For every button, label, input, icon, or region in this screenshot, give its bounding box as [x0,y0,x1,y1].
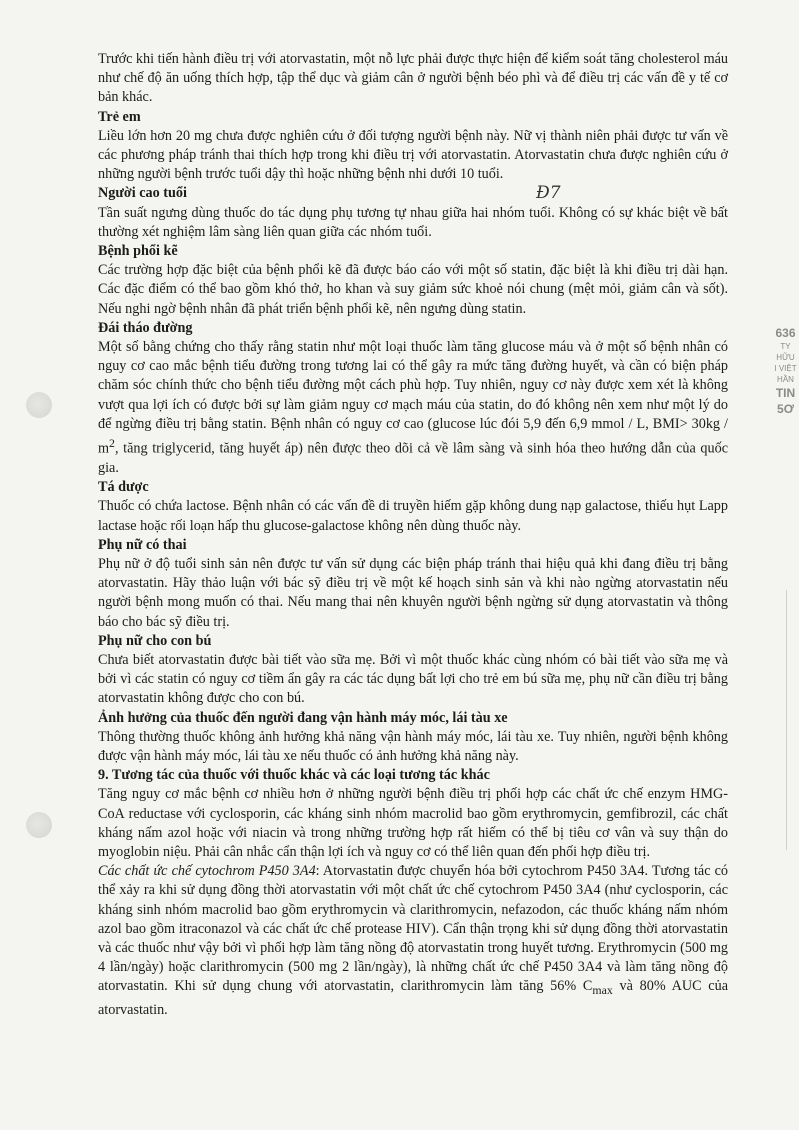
paragraph-cytochrom [98,862,728,1019]
subscript: max [592,983,613,998]
paragraph-section-9: Tăng nguy cơ mắc bệnh cơ nhiều hơn ở những người bệnh điều trị phối hợp các chất ức chế enzym HMG-CoA reductase với cyclosporin, các kháng sinh nhóm macrolid bao gồm erythromycin, gemfibrozil, các chất kháng nấm azol hoặc với niacin và trong những trường hợp rất hiếm có thể bị tiêu cơ vân và suy thận do myoglobin niệu. Phải cân nhắc cẩn thận lợi ích và nguy cơ có thể liên quan đến phối hợp điều trị. [98,786,728,861]
paragraph-phu-nu-cho-con-bu: Chưa biết atorvastatin được bài tiết vào sữa mẹ. Bởi vì một thuốc khác cùng nhóm có bài tiết vào sữa mẹ và bởi vì các statin có nguy cơ tiềm ẩn gây ra các tác dụng bất lợi cho trẻ em bú sữa mẹ, phụ nữ cần điều trị bằng atorvastatin không được cho con bú. [98,652,728,707]
section-9-heading: 9. Tương tác của thuốc với thuốc khác và các loại tương tác khác [98,767,490,784]
paragraph-benh-phoi-ke: Các trường hợp đặc biệt của bệnh phổi kẽ đã được báo cáo với một số statin, đặc biệt là khi điều trị dài hạn. Các đặc điểm có thể bao gồm khó thở, ho khan và suy giảm sức khoẻ nói chung (mệt mỏi, giảm cân và sốt). Nếu nghi ngờ bệnh nhân đã phát triển bệnh phổi kẽ, nên ngưng dùng statin. [98,262,728,317]
heading-phu-nu-co-thai: Phụ nữ có thai [98,536,187,553]
paragraph-phu-nu-co-thai: Phụ nữ ở độ tuổi sinh sản nên được tư vấn sử dụng các biện pháp tránh thai hiệu quả khi đang điều trị bằng atorvastatin. Hãy thảo luận với bác sỹ điều trị về một kế hoạch sinh sản và khi nào ngừng atorvastatin nếu người bệnh mong muốn có thai. Nếu mang thai nên khuyên người bệnh ngừng sử dụng atorvastatin và thông báo cho bác sỹ điều trị. [98,556,728,630]
punch-hole-top [26,392,52,418]
italic-label: Các chất ức chế cytochrom P450 3A4 [98,863,316,880]
paragraph-tre-em: Liều lớn hơn 20 mg chưa được nghiên cứu ở đối tượng người bệnh này. Nữ vị thành niên phải được tư vấn về các phương pháp tránh thai thích hợp trong khi điều trị với atorvastatin. Atorvastatin chưa được nghiên cứu ở những người bệnh trước tuổi dậy thì hoặc những bệnh nhi dưới 10 tuổi. [98,127,728,183]
text-run: , tăng triglycerid, tăng huyết áp) nên được theo dõi cả về lâm sàng và sinh hóa theo hướng dẫn của quốc gia. [98,440,728,476]
heading-ta-duoc: Tá dược [98,479,149,496]
text-run: và 80% AUC của atorvastatin. [98,978,728,1018]
heading-nguoi-cao-tuoi: Người cao tuổi [98,185,187,202]
page-edge-mark [786,590,787,850]
stamp-text: TY [780,342,791,351]
heading-benh-phoi-ke: Bệnh phổi kẽ [98,243,178,260]
stamp-text: HẦN [777,375,794,384]
stamp-text: I VIỆT [774,364,797,373]
paragraph-ta-duoc: Thuốc có chứa lactose. Bệnh nhân có các vấn đề di truyền hiếm gặp không dung nạp galactose, thiếu hụt Lapp lactase hoặc rối loạn hấp thu glucose-galactose không nên dùng thuốc này. [98,498,728,534]
superscript: 2 [109,436,115,451]
stamp-text: HỮU [776,353,795,362]
paragraph-intro: Trước khi tiến hành điều trị với atorvastatin, một nỗ lực phải được thực hiện để kiểm soát tăng cholesterol máu như chế độ ăn uống thích hợp, tập thể dục và giảm cân ở người bệnh béo phì và để điều trị các vấn đề y tế cơ bản khác. [98,51,728,106]
heading-dai-thao-duong: Đái tháo đường [98,319,193,336]
punch-hole-bottom [26,812,52,838]
text-run: Một số bằng chứng cho thấy rằng statin như một loại thuốc làm tăng glucose máu và ở một số bệnh nhân có nguy cơ cao mắc bệnh tiểu đường trong tương lai có thể gây ra mức tăng đường huyết, và cần có biện pháp chăm sóc chính thức cho bệnh tiểu đường một cách phù hợp. Tuy nhiên, nguy cơ này được xem xét là không vượt qua lợi ích có được bởi sự làm giảm nguy cơ mạch máu của statin, do đó không nên xem như một lý do để ngừng điều trị bằng statin. Bệnh nhân có nguy cơ cao (glucose lúc đói 5,9 đến 6,9 mmol / L, BMI> 30kg / m [98,339,728,457]
heading-phu-nu-cho-con-bu: Phụ nữ cho con bú [98,632,212,649]
stamp-number: 636 [775,326,796,340]
paragraph-nguoi-cao-tuoi: Tần suất ngưng dùng thuốc do tác dụng phụ tương tự nhau giữa hai nhóm tuổi. Không có sự khác biệt về bất thường xét nghiệm lâm sàng liên quan giữa các nhóm tuổi. [98,204,728,240]
paragraph-dai-thao-duong [98,338,728,478]
heading-tre-em: Trẻ em [98,108,141,125]
side-stamp [772,325,799,465]
stamp-text: 5Ơ [777,402,794,416]
text-run: : Atorvastatin được chuyển hóa bởi cytochrom P450 3A4. Tương tác có thể xảy ra khi sử dụng đồng thời atorvastatin với một chất ức chế cytochrom P450 3A4 (như cyclosporin, các kháng sinh nhóm macrolid bao gồm erythromycin và clarithromycin, nefazodon, các thuốc kháng nấm nhóm azol bao gồm itraconazol và các chất ức chế protease HIV). Cẩn thận trọng khi sử dụng đồng thời atorvastatin và các thuốc như vậy bởi vì phối hợp làm tăng nồng độ atorvastatin trong huyết tương. Erythromycin (500 mg 4 lần/ngày) hoặc clarithromycin (500 mg 2 lần/ngày), là những chất ức chế P450 3A4 và làm tăng nồng độ atorvastatin. Khi sử dụng chung với atorvastatin, clarithromycin làm tăng 56% C [98,863,728,995]
document-page [98,50,728,1020]
stamp-text: TIN [775,386,796,400]
handwritten-initials: Đ7 [536,183,561,203]
heading-van-hanh-may-moc: Ảnh hưởng của thuốc đến người đang vận hành máy móc, lái tàu xe [98,709,508,726]
paragraph-van-hanh-may-moc: Thông thường thuốc không ảnh hưởng khả năng vận hành máy móc, lái tàu xe. Tuy nhiên, người bệnh không được vận hành máy móc, lái tàu xe nếu thuốc có ảnh hưởng khả năng này. [98,728,728,765]
